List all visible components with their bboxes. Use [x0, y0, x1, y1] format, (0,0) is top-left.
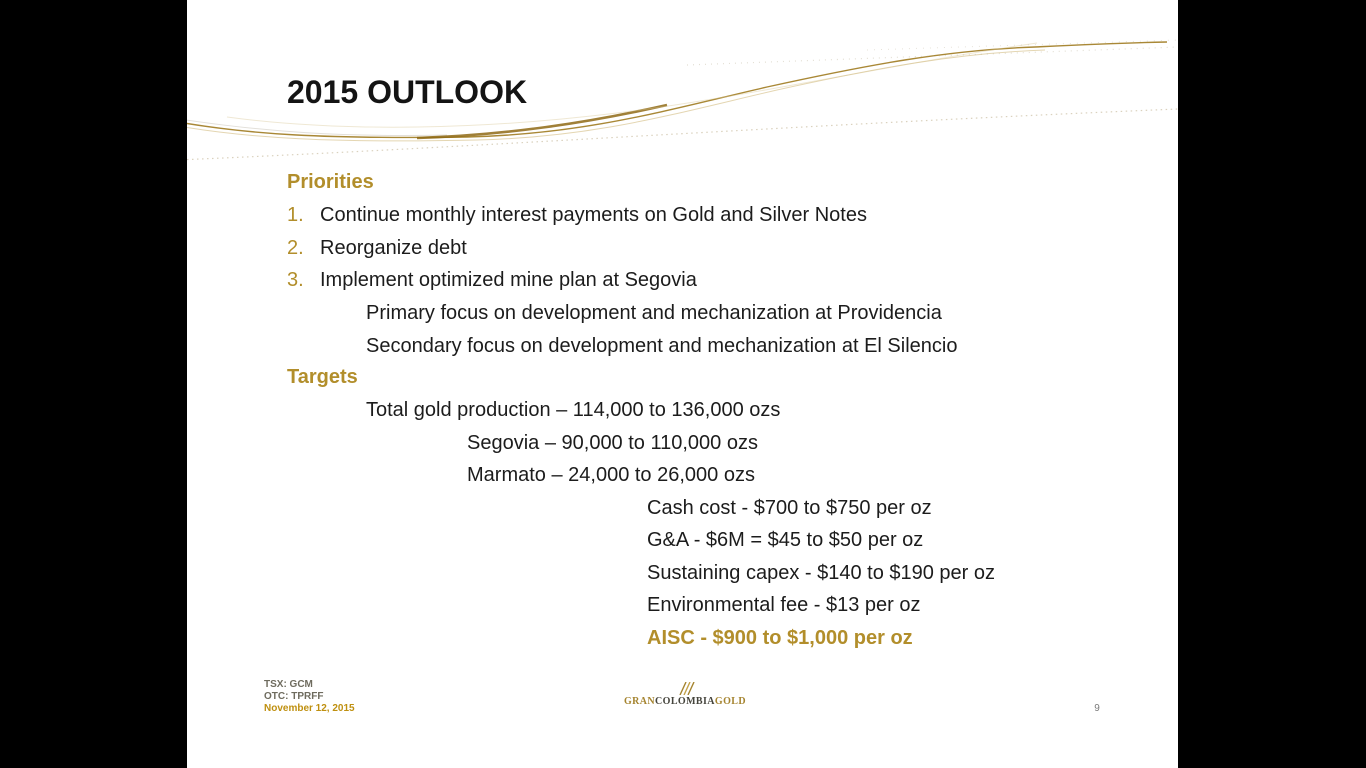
priority-item-2	[287, 236, 467, 260]
dotted-speckles-top	[867, 40, 1178, 50]
logo-slashes-icon	[675, 682, 695, 695]
priority-item-3-text: Implement optimized mine plan at Segovia	[320, 269, 697, 291]
priority-sub-item-1: Primary focus on development and mechanization at Providencia	[366, 302, 942, 324]
dotted-line-upper-right	[687, 47, 1178, 65]
target-ga-cost: G&A - $6M = $45 to $50 per oz	[647, 529, 924, 551]
priority-item-1-number: 1.	[287, 204, 304, 226]
target-aisc: AISC - $900 to $1,000 per oz	[647, 627, 913, 649]
target-marmato-production: Marmato – 24,000 to 26,000 ozs	[467, 464, 755, 486]
logo-word-colombia: COLOMBIA	[655, 696, 715, 707]
priorities-heading: Priorities	[287, 171, 374, 193]
targets-heading: Targets	[287, 366, 358, 388]
ticker-tsx: TSX: GCM	[264, 679, 313, 690]
priority-item-2-number: 2.	[287, 237, 304, 259]
priority-item-1-text: Continue monthly interest payments on Gold and Silver Notes	[320, 204, 867, 226]
priority-item-3-number: 3.	[287, 269, 304, 291]
logo-word-gran: GRAN	[624, 696, 656, 707]
priority-item-3	[287, 268, 697, 292]
priority-item-1	[287, 203, 867, 227]
slide-title: 2015 OUTLOOK	[287, 74, 528, 110]
dotted-line-lower	[187, 109, 1178, 160]
target-cash-cost: Cash cost - $700 to $750 per oz	[647, 497, 932, 519]
target-total-production: Total gold production – 114,000 to 136,000 ozs	[366, 399, 781, 421]
logo-word-gold: GOLD	[714, 696, 746, 707]
slide-date: November 12, 2015	[264, 703, 355, 714]
priority-sub-item-2: Secondary focus on development and mechanization at El Silencio	[366, 335, 958, 357]
page-number: 9	[1094, 703, 1100, 714]
target-sustaining-capex: Sustaining capex - $140 to $190 per oz	[647, 562, 996, 584]
target-environmental-fee: Environmental fee - $13 per oz	[647, 594, 921, 616]
target-segovia-production: Segovia – 90,000 to 110,000 ozs	[467, 432, 758, 454]
swoosh-gray-arc	[187, 117, 447, 135]
ticker-otc: OTC: TPRFF	[264, 691, 324, 702]
logo-wordmark	[620, 696, 750, 707]
gran-colombia-gold-logo	[620, 682, 750, 707]
priority-item-2-text: Reorganize debt	[320, 237, 467, 259]
presentation-slide	[187, 0, 1178, 768]
